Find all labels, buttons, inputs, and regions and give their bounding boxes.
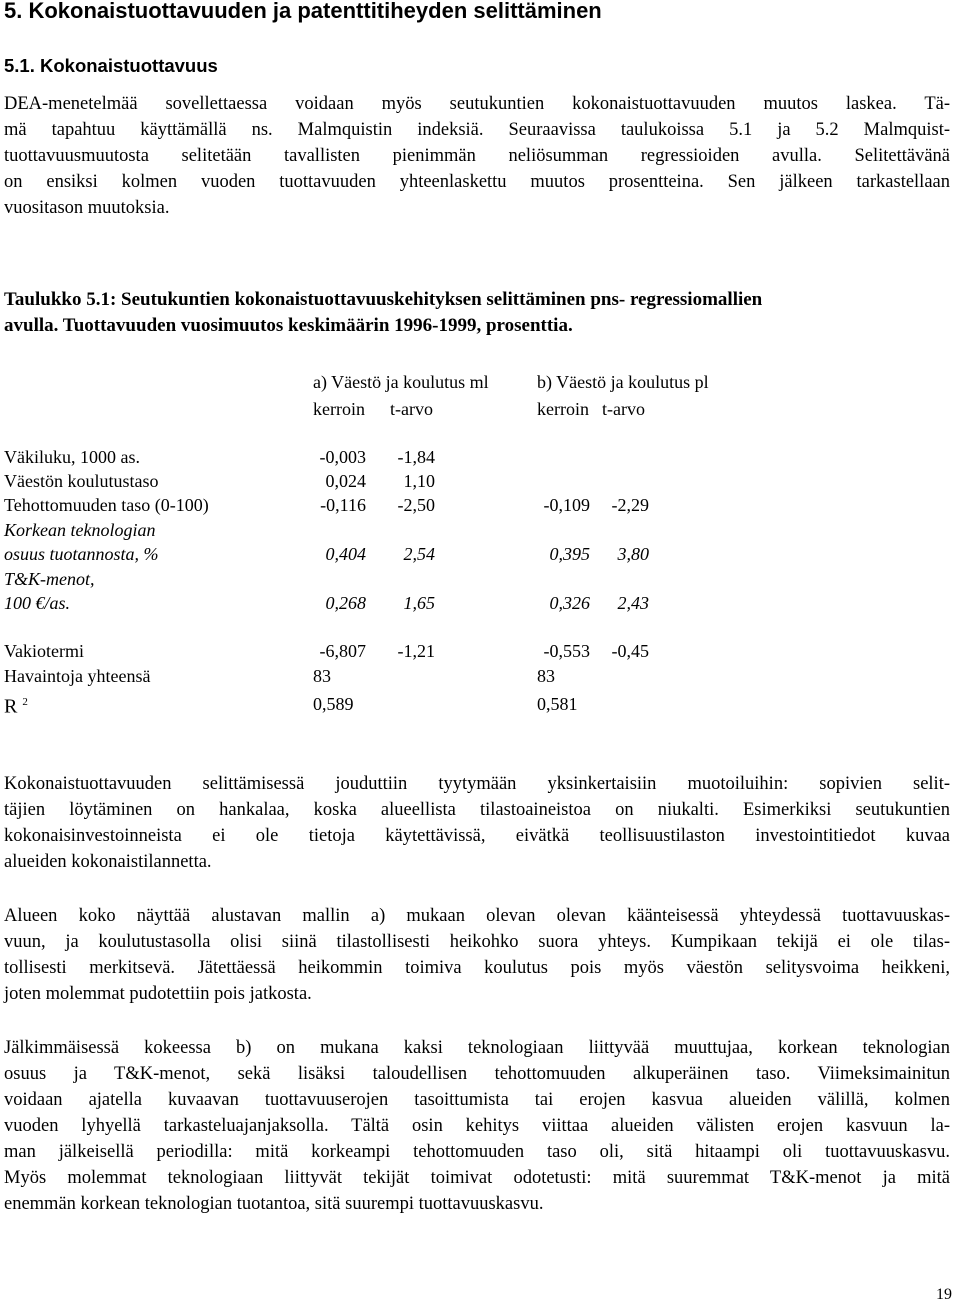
- coef-b: 0,326: [549, 593, 590, 613]
- coef-header-b: kerroin: [537, 399, 589, 419]
- paragraph-line: vuoden lyhyellä tarkasteluajanjaksolla. Tältä osin kehitys viittaa alueiden välisten erojen kasvuun la-: [4, 1116, 950, 1136]
- intro-line: DEA-menetelmää sovellettaessa voidaan myös seutukuntien kokonaistuottavuuden muutos laskea. Tä-: [4, 94, 950, 114]
- t-b: -0,45: [611, 641, 649, 661]
- r2-b: 0,581: [537, 694, 578, 714]
- section-title: 5.1. Kokonaistuottavuus: [4, 55, 218, 76]
- t-header-a: t-arvo: [390, 399, 433, 419]
- coef-b: 0,395: [549, 544, 590, 564]
- t-a: 1,65: [403, 593, 435, 613]
- coef-a: 83: [313, 666, 331, 686]
- paragraph-line: joten molemmat pudotettiin pois jatkosta.: [4, 984, 312, 1004]
- row-label: Vakiotermi: [4, 641, 84, 661]
- r2-label: R $^2$: [4, 695, 28, 718]
- coef-a: 0,268: [325, 593, 366, 613]
- paragraph-line: täjien löytäminen on hankalaa, koska alueellista tilastoaineistoa on niukalti. Esimerkiksi seutukuntien: [4, 800, 950, 820]
- page-title: 5. Kokonaistuottavuuden ja patenttitiheyden selittäminen: [4, 0, 602, 23]
- row-label: Tehottomuuden taso (0-100): [4, 495, 209, 515]
- paragraph-line: man jälkeisellä periodilla: mitä korkeampi tehottomuuden taso oli, sitä hitaampi oli tuottavuuskasvu.: [4, 1142, 950, 1162]
- paragraph-line: vuun, ja koulutustasolla olisi siinä tilastollisesti heikohko suora yhteys. Kumpikaan tekijä ei ole tilas-: [4, 932, 950, 952]
- coef-header-a: kerroin: [313, 399, 365, 419]
- coef-a: 0,024: [325, 471, 366, 491]
- paragraph-line: Jälkimmäisessä kokeessa b) on mukana kaksi teknologiaan liittyvää muuttujaa, korkean teknologian: [4, 1038, 950, 1058]
- intro-line: vuositason muutoksia.: [4, 198, 170, 218]
- t-a: -2,50: [397, 495, 435, 515]
- t-b: 2,43: [617, 593, 649, 613]
- paragraph-line: enemmän korkean teknologian tuotantoa, sitä suurempi tuottavuuskasvu.: [4, 1194, 544, 1214]
- paragraph-line: Kokonaistuottavuuden selittämisessä jouduttiin tyytymään yksinkertaisiin muotoiluihin: sopivien selit-: [4, 774, 950, 794]
- intro-line: on ensiksi kolmen vuoden tuottavuuden yhteenlaskettu muutos prosentteina. Sen jälkeen tarkastellaan: [4, 172, 950, 192]
- row-label: osuus tuotannosta, %: [4, 544, 159, 564]
- row-label: T&K-menot,: [4, 569, 95, 589]
- t-a: -1,21: [397, 641, 435, 661]
- coef-b: -0,109: [543, 495, 590, 515]
- t-b: 3,80: [617, 544, 649, 564]
- r2-a: 0,589: [313, 694, 354, 714]
- row-label: Havaintoja yhteensä: [4, 666, 151, 686]
- row-label: Korkean teknologian: [4, 520, 156, 540]
- row-label: Väestön koulutustaso: [4, 471, 159, 491]
- coef-a: 0,404: [325, 544, 366, 564]
- model-b-header: b) Väestö ja koulutus pl: [537, 372, 709, 392]
- table-caption: avulla. Tuottavuuden vuosimuutos keskimäärin 1996-1999, prosenttia.: [4, 315, 573, 336]
- t-header-b: t-arvo: [602, 399, 645, 419]
- model-a-header: a) Väestö ja koulutus ml: [313, 372, 489, 392]
- paragraph-line: Alueen koko näyttää alustavan mallin a) mukaan olevan olevan käänteisessä yhteydessä tuottavuuskas-: [4, 906, 950, 926]
- r2-superscript: 2: [22, 696, 28, 708]
- paragraph-line: voidaan ajatella kuvaavan tuottavuuserojen tasoittumista tai erojen kasvua alueiden välillä, kolmen: [4, 1090, 950, 1110]
- t-a: 1,10: [403, 471, 435, 491]
- coef-b: -0,553: [543, 641, 590, 661]
- t-b: -2,29: [611, 495, 649, 515]
- table-caption: Taulukko 5.1: Seutukuntien kokonaistuottavuuskehityksen selittäminen pns- regressiomallien: [4, 289, 763, 310]
- intro-line: mä tapahtuu käyttämällä ns. Malmquistin indeksiä. Seuraavissa taulukoissa 5.1 ja 5.2 Malmquist-: [4, 120, 950, 140]
- paragraph-line: osuus ja T&K-menot, sekä lisäksi taloudellisen tehottomuuden alkuperäinen taso. Viimeksimainitun: [4, 1064, 950, 1084]
- page-number: 19: [936, 1286, 952, 1303]
- coef-a: -0,003: [319, 447, 366, 467]
- paragraph-line: alueiden kokonaistilannetta.: [4, 852, 212, 872]
- row-label: Väkiluku, 1000 as.: [4, 447, 140, 467]
- t-a: 2,54: [403, 544, 435, 564]
- row-label: 100 €/as.: [4, 593, 71, 613]
- paragraph-line: tollisesti merkitsevä. Jätettäessä heikommin toimiva koulutus pois myös väestön selitysvoima heikkeni,: [4, 958, 950, 978]
- paragraph-line: Myös molemmat teknologiaan liittyvät tekijät toimivat odotetusti: mitä suuremmat T&K-menot ja mitä: [4, 1168, 950, 1188]
- paragraph-line: kokonaisinvestoinneista ei ole tietoja käytettävissä, eivätkä teollisuustilaston investointitiedot kuvaa: [4, 826, 950, 846]
- coef-a: -0,116: [320, 495, 366, 515]
- intro-line: tuottavuusmuutosta selitetään tavallisten pienimmän neliösumman regressioiden avulla. Selitettävänä: [4, 146, 950, 166]
- t-a: -1,84: [397, 447, 435, 467]
- coef-a: -6,807: [319, 641, 366, 661]
- coef-b: 83: [537, 666, 555, 686]
